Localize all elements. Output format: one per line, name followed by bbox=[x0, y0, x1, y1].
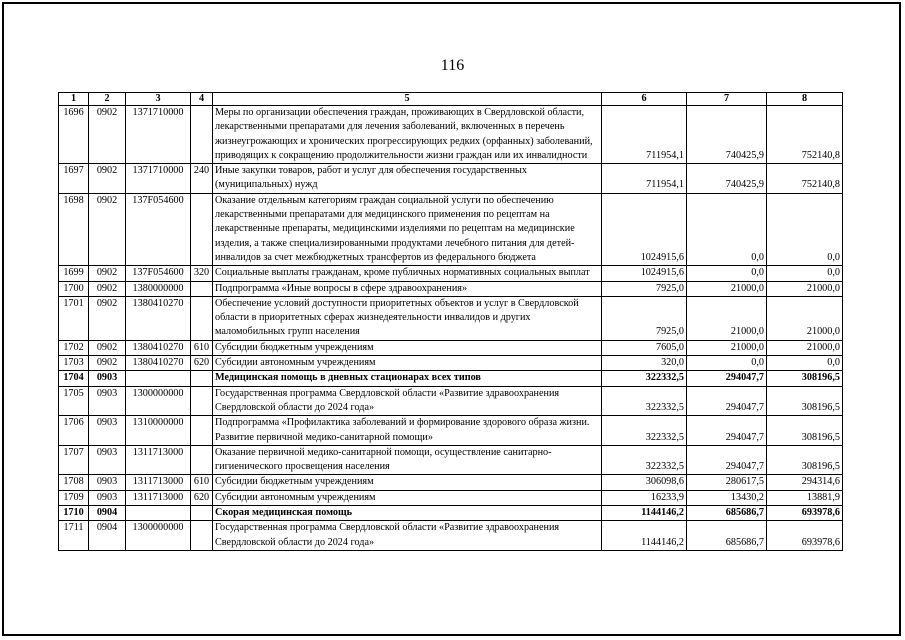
description: Меры по организации обеспечения граждан, проживающих в Свердловской области, лекарственными препаратами для лечения заболеваний, включенных в перечень жизнеугрожающих и хронических прогрессирующих редких (орфанных) заболеваний, приводящих к сокращению продолжительности жизни граждан или их инвалидности bbox=[213, 106, 602, 164]
row-number: 1704 bbox=[59, 371, 89, 386]
target-article-code: 1371710000 bbox=[126, 106, 191, 164]
section-code: 0902 bbox=[89, 340, 126, 355]
amount-col-6: 320,0 bbox=[602, 356, 687, 371]
amount-col-6: 711954,1 bbox=[602, 164, 687, 194]
expense-type-code bbox=[191, 521, 213, 551]
description: Оказание отдельным категориям граждан социальной услуги по обеспечению лекарственными препаратами для медицинского применения по рецептам на лекарственные препараты, медицинскими изделиями по рецептам на медицинские изделия, а также специализированными продуктами лечебного питания для детей-инвалидов за счет межбюджетных трансфертов из федерального бюджета bbox=[213, 193, 602, 265]
expense-type-code bbox=[191, 445, 213, 475]
amount-col-7: 740425,9 bbox=[687, 106, 767, 164]
amount-col-7: 21000,0 bbox=[687, 281, 767, 296]
target-article-code: 1380410270 bbox=[126, 340, 191, 355]
section-code: 0904 bbox=[89, 506, 126, 521]
amount-col-6: 1144146,2 bbox=[602, 506, 687, 521]
section-code: 0902 bbox=[89, 164, 126, 194]
amount-col-8: 308196,5 bbox=[767, 416, 843, 446]
row-number: 1701 bbox=[59, 296, 89, 340]
description: Подпрограмма «Профилактика заболеваний и формирование здорового образа жизни. Развитие первичной медико-санитарной помощи» bbox=[213, 416, 602, 446]
section-code: 0903 bbox=[89, 371, 126, 386]
description: Государственная программа Свердловской области «Развитие здравоохранения Свердловской области до 2024 года» bbox=[213, 521, 602, 551]
amount-col-7: 685686,7 bbox=[687, 506, 767, 521]
description: Субсидии автономным учреждениям bbox=[213, 356, 602, 371]
row-number: 1709 bbox=[59, 490, 89, 505]
amount-col-6: 1024915,6 bbox=[602, 266, 687, 281]
table-row bbox=[59, 416, 843, 446]
target-article-code: 1311713000 bbox=[126, 490, 191, 505]
amount-col-8: 693978,6 bbox=[767, 506, 843, 521]
amount-col-8: 752140,8 bbox=[767, 164, 843, 194]
amount-col-8: 693978,6 bbox=[767, 521, 843, 551]
table-row bbox=[59, 445, 843, 475]
target-article-code: 1311713000 bbox=[126, 475, 191, 490]
amount-col-8: 308196,5 bbox=[767, 445, 843, 475]
amount-col-6: 7925,0 bbox=[602, 281, 687, 296]
amount-col-6: 1144146,2 bbox=[602, 521, 687, 551]
expense-type-code: 620 bbox=[191, 356, 213, 371]
table-row bbox=[59, 193, 843, 265]
amount-col-7: 13430,2 bbox=[687, 490, 767, 505]
amount-col-8: 13881,9 bbox=[767, 490, 843, 505]
amount-col-6: 306098,6 bbox=[602, 475, 687, 490]
amount-col-6: 7925,0 bbox=[602, 296, 687, 340]
amount-col-7: 21000,0 bbox=[687, 296, 767, 340]
row-number: 1705 bbox=[59, 386, 89, 416]
amount-col-8: 0,0 bbox=[767, 193, 843, 265]
amount-col-8: 308196,5 bbox=[767, 371, 843, 386]
amount-col-6: 322332,5 bbox=[602, 416, 687, 446]
description: Субсидии бюджетным учреждениям bbox=[213, 475, 602, 490]
section-code: 0902 bbox=[89, 193, 126, 265]
expense-type-code bbox=[191, 371, 213, 386]
expense-type-code bbox=[191, 416, 213, 446]
section-code: 0902 bbox=[89, 106, 126, 164]
amount-col-6: 711954,1 bbox=[602, 106, 687, 164]
expense-type-code: 320 bbox=[191, 266, 213, 281]
amount-col-6: 322332,5 bbox=[602, 445, 687, 475]
section-code: 0903 bbox=[89, 386, 126, 416]
amount-col-8: 752140,8 bbox=[767, 106, 843, 164]
description: Скорая медицинская помощь bbox=[213, 506, 602, 521]
description: Иные закупки товаров, работ и услуг для обеспечения государственных (муниципальных) нужд bbox=[213, 164, 602, 194]
description: Оказание первичной медико-санитарной помощи, осуществление санитарно-гигиенического просвещения населения bbox=[213, 445, 602, 475]
amount-col-8: 21000,0 bbox=[767, 296, 843, 340]
header-col-6: 6 bbox=[602, 93, 687, 106]
target-article-code: 1380410270 bbox=[126, 356, 191, 371]
amount-col-8: 21000,0 bbox=[767, 340, 843, 355]
row-number: 1711 bbox=[59, 521, 89, 551]
table-row bbox=[59, 371, 843, 386]
row-number: 1702 bbox=[59, 340, 89, 355]
description: Социальные выплаты гражданам, кроме публичных нормативных социальных выплат bbox=[213, 266, 602, 281]
target-article-code: 1300000000 bbox=[126, 386, 191, 416]
amount-col-8: 0,0 bbox=[767, 356, 843, 371]
section-code: 0902 bbox=[89, 281, 126, 296]
target-article-code: 1300000000 bbox=[126, 521, 191, 551]
amount-col-6: 322332,5 bbox=[602, 386, 687, 416]
row-number: 1696 bbox=[59, 106, 89, 164]
row-number: 1700 bbox=[59, 281, 89, 296]
amount-col-7: 0,0 bbox=[687, 193, 767, 265]
table-row bbox=[59, 490, 843, 505]
table-row bbox=[59, 386, 843, 416]
page-number: 116 bbox=[440, 57, 465, 74]
amount-col-7: 21000,0 bbox=[687, 340, 767, 355]
amount-col-6: 7605,0 bbox=[602, 340, 687, 355]
target-article-code: 1380410270 bbox=[126, 296, 191, 340]
expense-type-code bbox=[191, 193, 213, 265]
amount-col-8: 294314,6 bbox=[767, 475, 843, 490]
section-code: 0902 bbox=[89, 266, 126, 281]
table-row bbox=[59, 340, 843, 355]
description: Субсидии бюджетным учреждениям bbox=[213, 340, 602, 355]
expense-type-code: 240 bbox=[191, 164, 213, 194]
row-number: 1708 bbox=[59, 475, 89, 490]
amount-col-7: 280617,5 bbox=[687, 475, 767, 490]
amount-col-7: 294047,7 bbox=[687, 416, 767, 446]
expense-type-code bbox=[191, 281, 213, 296]
table-row bbox=[59, 296, 843, 340]
target-article-code: 1310000000 bbox=[126, 416, 191, 446]
target-article-code: 1380000000 bbox=[126, 281, 191, 296]
table-row bbox=[59, 266, 843, 281]
target-article-code bbox=[126, 506, 191, 521]
expense-type-code: 610 bbox=[191, 475, 213, 490]
table-row bbox=[59, 475, 843, 490]
table-row bbox=[59, 106, 843, 164]
row-number: 1699 bbox=[59, 266, 89, 281]
section-code: 0903 bbox=[89, 475, 126, 490]
description: Медицинская помощь в дневных стационарах всех типов bbox=[213, 371, 602, 386]
table-row bbox=[59, 164, 843, 194]
target-article-code: 1371710000 bbox=[126, 164, 191, 194]
section-code: 0903 bbox=[89, 445, 126, 475]
header-col-4: 4 bbox=[191, 93, 213, 106]
amount-col-7: 0,0 bbox=[687, 356, 767, 371]
expense-type-code: 620 bbox=[191, 490, 213, 505]
header-row bbox=[59, 93, 843, 106]
table-row bbox=[59, 506, 843, 521]
amount-col-8: 308196,5 bbox=[767, 386, 843, 416]
amount-col-8: 21000,0 bbox=[767, 281, 843, 296]
header-col-5: 5 bbox=[213, 93, 602, 106]
target-article-code: 1311713000 bbox=[126, 445, 191, 475]
section-code: 0903 bbox=[89, 416, 126, 446]
row-number: 1710 bbox=[59, 506, 89, 521]
amount-col-8: 0,0 bbox=[767, 266, 843, 281]
expense-type-code bbox=[191, 106, 213, 164]
table-row bbox=[59, 356, 843, 371]
header-col-7: 7 bbox=[687, 93, 767, 106]
row-number: 1703 bbox=[59, 356, 89, 371]
expense-type-code bbox=[191, 386, 213, 416]
header-col-1: 1 bbox=[59, 93, 89, 106]
amount-col-7: 294047,7 bbox=[687, 386, 767, 416]
section-code: 0903 bbox=[89, 490, 126, 505]
amount-col-6: 16233,9 bbox=[602, 490, 687, 505]
description: Подпрограмма «Иные вопросы в сфере здравоохранения» bbox=[213, 281, 602, 296]
description: Обеспечение условий доступности приоритетных объектов и услуг в Свердловской области в приоритетных сферах жизнедеятельности инвалидов и других маломобильных групп населения bbox=[213, 296, 602, 340]
row-number: 1697 bbox=[59, 164, 89, 194]
amount-col-7: 685686,7 bbox=[687, 521, 767, 551]
amount-col-7: 294047,7 bbox=[687, 371, 767, 386]
table-row bbox=[59, 521, 843, 551]
target-article-code bbox=[126, 371, 191, 386]
expense-type-code: 610 bbox=[191, 340, 213, 355]
target-article-code: 137F054600 bbox=[126, 266, 191, 281]
amount-col-7: 294047,7 bbox=[687, 445, 767, 475]
expense-type-code bbox=[191, 506, 213, 521]
row-number: 1707 bbox=[59, 445, 89, 475]
description: Государственная программа Свердловской области «Развитие здравоохранения Свердловской области до 2024 года» bbox=[213, 386, 602, 416]
row-number: 1706 bbox=[59, 416, 89, 446]
section-code: 0904 bbox=[89, 521, 126, 551]
amount-col-6: 1024915,6 bbox=[602, 193, 687, 265]
expense-type-code bbox=[191, 296, 213, 340]
target-article-code: 137F054600 bbox=[126, 193, 191, 265]
section-code: 0902 bbox=[89, 296, 126, 340]
amount-col-6: 322332,5 bbox=[602, 371, 687, 386]
budget-table bbox=[58, 92, 843, 551]
row-number: 1698 bbox=[59, 193, 89, 265]
amount-col-7: 0,0 bbox=[687, 266, 767, 281]
amount-col-7: 740425,9 bbox=[687, 164, 767, 194]
header-col-8: 8 bbox=[767, 93, 843, 106]
header-col-3: 3 bbox=[126, 93, 191, 106]
table-row bbox=[59, 281, 843, 296]
section-code: 0902 bbox=[89, 356, 126, 371]
description: Субсидии автономным учреждениям bbox=[213, 490, 602, 505]
header-col-2: 2 bbox=[89, 93, 126, 106]
